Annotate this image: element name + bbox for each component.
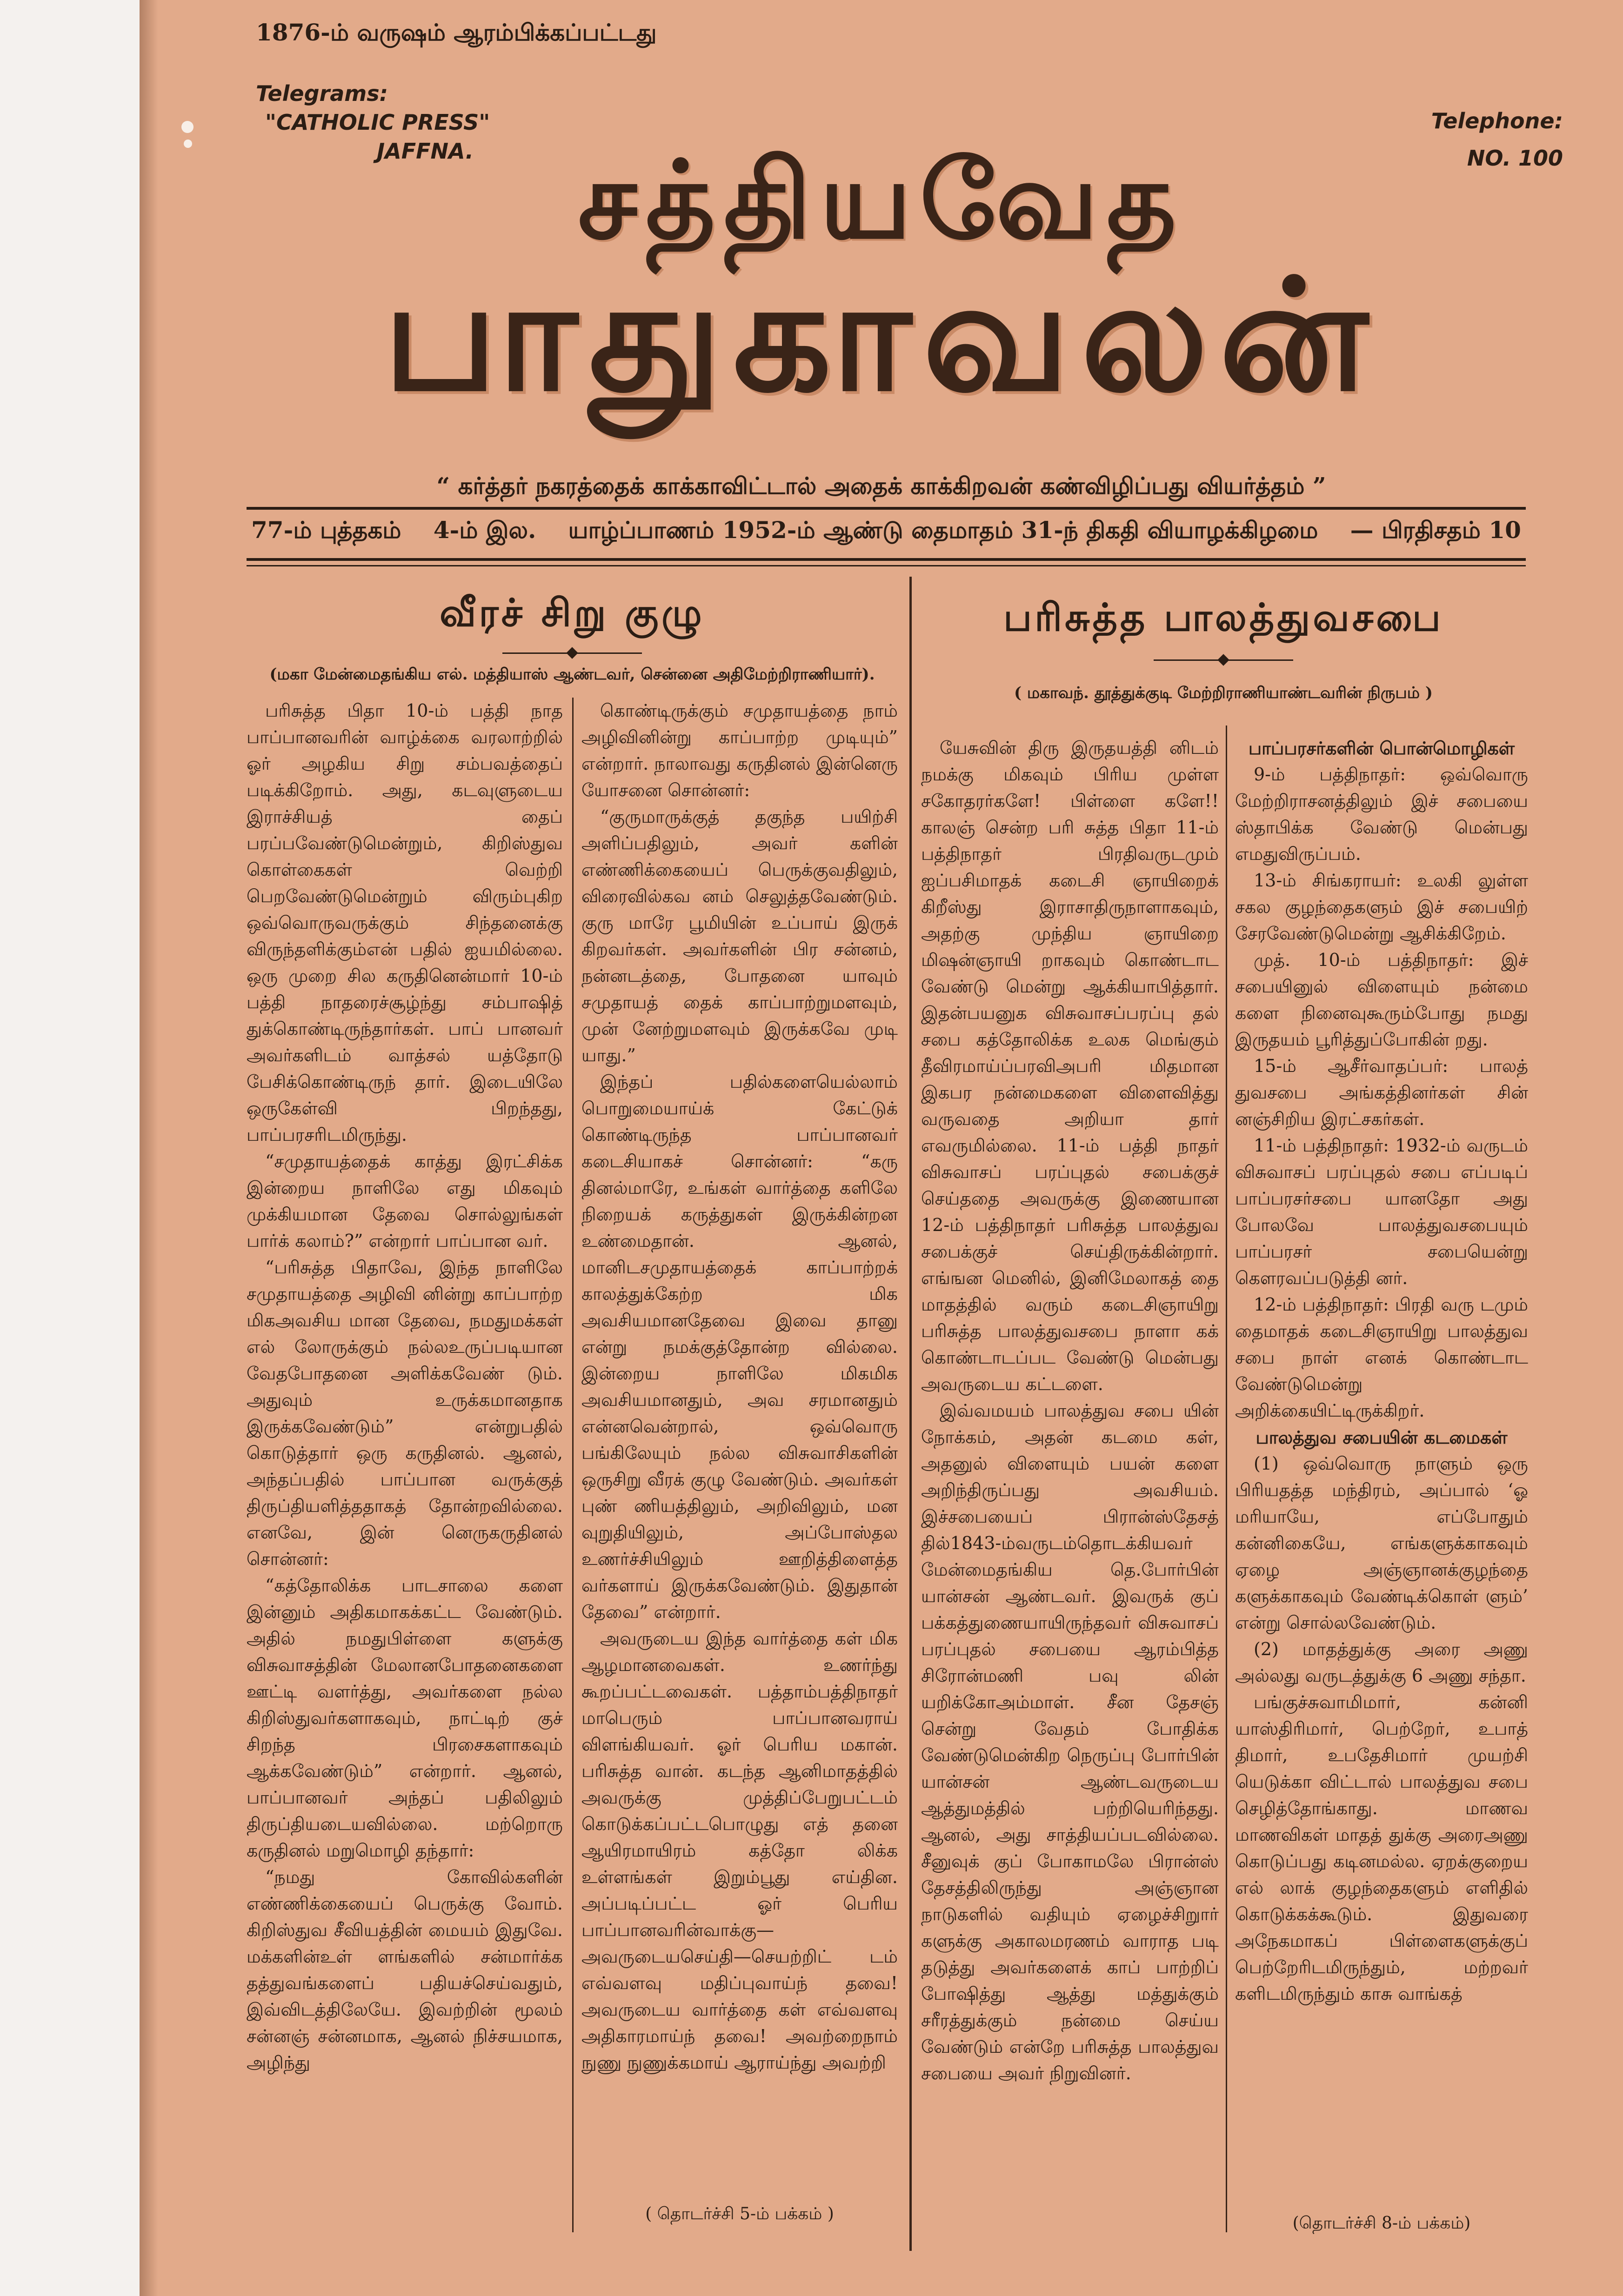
issue-rule-top bbox=[247, 507, 1526, 510]
article1-byline: (மகா மேன்மைதங்கிய எல். மத்தியாஸ் ஆண்டவர், சென்னை அதிமேற்றிராணியார்). bbox=[269, 665, 875, 684]
binding-shadow bbox=[140, 0, 158, 2296]
paragraph: 13-ம் சிங்கராயர்: உலகி லுள்ள சகல குழந்தைகளும் இச் சபையிற் சேரவேண்டுமென்று ஆசிக்கிறேம். bbox=[1235, 870, 1528, 944]
paragraph: “பரிசுத்த பிதாவே, இந்த நாளிலே சமுதாயத்தை அழிவி னின்று காப்பாற்ற மிகஅவசிய மான தேவை, நமதுமக்கள் எல் லோருக்கும் நல்லஉருப்படியான வேதபோதனை அளிக்கவேண் டும். அதுவும் உருக்கமானதாக இருக்கவேண்டும்” என்றுபதில் கொடுத்தார் ஒரு கருதினல். ஆனல், அந்தப்பதில் பாப்பான வருக்குத் திருப்தியளித்ததாகத் தோன்றவில்லை. எனவே, இன் னெருகருதினல் சொன்னர்: bbox=[247, 1257, 563, 1569]
paragraph: 11-ம் பத்திநாதர்: 1932-ம் வருடம் விசுவாசப் பரப்புதல் சபை எப்படிப் பாப்பரசர்சபை யானதோ அது போலவே பாலத்துவசபையும் பாப்பரசர் சபையென்று கௌரவப்படுத்தி னர். bbox=[1235, 1135, 1528, 1288]
masthead-title-line2: பாதுகாவலன் bbox=[383, 245, 1380, 425]
telegrams-name: "CATHOLIC PRESS" bbox=[265, 110, 490, 135]
paragraph: 15-ம் ஆசீர்வாதப்பர்: பாலத் துவசபை அங்கத்தினர்கள் சின் னஞ்சிறிய இரட்சகர்கள். bbox=[1235, 1056, 1528, 1129]
telephone-number: NO. 100 bbox=[1467, 146, 1563, 171]
paragraph: “கத்தோலிக்க பாடசாலை களை இன்னும் அதிகமாகக்கட்ட வேண்டும். அதில் நமதுபிள்ளை களுக்கு விசுவாசத்தின் மேலானபோதனைகளை ஊட்டி வளர்த்து, அவர்களை நல்ல கிறிஸ்துவர்களாகவும், நாட்டிற் குச் சிறந்த பிரசைகளாகவும் ஆக்கவேண்டும்” என்றார். ஆனல், பாப்பானவர் அந்தப் பதிலிலும் திருப்தியடையவில்லை. மற்றொரு கருதினல் மறுமொழி தந்தார்: bbox=[247, 1575, 563, 1861]
article2-headline: பரிசுத்த பாலத்துவசபை bbox=[1003, 595, 1443, 640]
article1-column1 bbox=[247, 698, 563, 2076]
issue-rule-bottom bbox=[247, 558, 1526, 561]
paragraph: “குருமாருக்குத் தகுந்த பயிற்சி அளிப்பதிலும், அவர் களின் எண்ணிக்கையைப் பெருக்குவதிலும், விரைவில்கவ னம் செலுத்தவேண்டும். குரு மாரே பூமியின் உப்பாய் இருக் கிறவர்கள். அவர்களின் பிர சன்னம், நன்னடத்தை, போதனை யாவும் சமுதாயத் தைக் காப்பாற்றுமளவும், முன் னேற்றுமளவும் இருக்கவே முடி யாது.” bbox=[581, 806, 898, 1065]
masthead-title-line1: சத்தியவேத bbox=[578, 137, 1185, 263]
founded-note: 1876-ம் வருஷம் ஆரம்பிக்கப்பட்டது bbox=[256, 19, 657, 46]
issue-number: 4-ம் இல. bbox=[433, 516, 536, 544]
article1-continued: ( தொடர்ச்சி 5-ம் பக்கம் ) bbox=[645, 2204, 834, 2223]
newspaper-page bbox=[140, 0, 1623, 2296]
telephone-label: Telephone: bbox=[1431, 108, 1563, 133]
paragraph: (1) ஒவ்வொரு நாளும் ஒரு பிரியதத்த மந்திரம், அப்பால் ‘ஓ மரியாயே, எப்போதும் கன்னிகையே, எங்களுக்காகவும் ஏழை அஞ்ஞானக்குழந்தை களுக்காகவும் வேண்டிக்கொள் ளும்’ என்று சொல்லவேண்டும். bbox=[1235, 1453, 1528, 1633]
issue-price: — பிரதிசதம் 10 bbox=[1350, 516, 1521, 544]
paragraph: கொண்டிருக்கும் சமுதாயத்தை நாம் அழிவினின்று காப்பாற்ற முடியும்” என்றார். நாலாவது கருதினல் இன்னெரு யோசனை சொன்னர்: bbox=[581, 700, 898, 800]
issue-rule-bottom-thin bbox=[247, 565, 1526, 566]
column-divider bbox=[1226, 725, 1227, 2232]
issue-volume: 77-ம் புத்தகம் bbox=[251, 516, 401, 544]
subheading-duties: பாலத்துவ சபையின் கடமைகள் bbox=[1256, 1427, 1508, 1448]
paragraph: 12-ம் பத்திநாதர்: பிரதி வரு டமும் தைமாதக் கடைசிஞாயிறு பாலத்துவ சபை நாள் எனக் கொண்டாட வேண்டுமென்று அறிக்கையிட்டிருக்கிறர். bbox=[1235, 1294, 1528, 1421]
subheading-papal-sayings: பாப்பரசர்களின் பொன்மொழிகள் bbox=[1248, 738, 1515, 759]
issue-line bbox=[251, 516, 1521, 547]
article2-column4 bbox=[1235, 735, 1528, 2007]
scan-margin bbox=[0, 0, 140, 2296]
telegrams-label: Telegrams: bbox=[256, 81, 388, 106]
article2-flourish bbox=[1154, 656, 1293, 665]
paragraph: யேசுவின் திரு இருதயத்தி னிடம் நமக்கு மிகவும் பிரிய முள்ள சகோதரர்களே! பிள்ளை களே!! காலஞ் சென்ற பரி சுத்த பிதா 11-ம் பத்திநாதர் பிரதிவருடமும் ஐப்பசிமாதக் கடைசி ஞாயிறைக் கிறீஸ்து இராசாதிருநாளாகவும், அதற்கு முந்திய ஞாயிறை மிஷன்ஞாயி றாகவும் கொண்டாட வேண்டு மென்று ஆக்கியாபித்தார். இதன்பயனுக விசுவாசப்பரப்பு தல் சபை கத்தோலிக்க உலக மெங்கும் தீவிரமாய்ப்பரவிஅபரி மிதமான இகபர நன்மைகளை விளைவித்து வருவதை அறியா தார் எவருமில்லை. 11-ம் பத்தி நாதர் விசுவாசப் பரப்புதல் சபைக்குச் செய்ததை அவருக்கு இணையான 12-ம் பத்திநாதர் பரிசுத்த பாலத்துவ சபைக்குச் செய்திருக்கின்றார். எங்ஙன மெனில், இனிமேலாகத் தை மாதத்தில் வரும் கடைசிஞாயிறு பரிசுத்த பாலத்துவசபை நாளா கக் கொண்டாடப்பட வேண்டு மென்பது அவருடைய கட்டளை. bbox=[921, 738, 1219, 1394]
binding-hole bbox=[181, 121, 194, 133]
issue-dateline: யாழ்ப்பாணம் 1952-ம் ஆண்டு தைமாதம் 31-ந் திகதி வியாழக்கிழமை bbox=[568, 516, 1318, 544]
article-divider bbox=[909, 577, 912, 2251]
paragraph: இந்தப் பதில்களையெல்லாம் பொறுமையாய்க் கேட்டுக் கொண்டிருந்த பாப்பானவர் கடைசியாகச் சொன்னர்: “கரு தினல்மாரே, உங்கள் வார்த்தை களிலே நிறையக் கருத்துகள் இருக்கின்றன உண்மைதான். ஆனல், மானிடசமுதாயத்தைக் காப்பாற்றக் காலத்துக்கேற்ற மிக அவசியமானதேவை இவை தானு என்று நமக்குத்தோன்ற வில்லை. இன்றைய நாளிலே மிகமிக அவசியமானதும், அவ சரமானதும் என்னவென்றால், ஒவ்வொரு பங்கிலேயும் நல்ல விசுவாசிகளின் ஒருசிறு வீரக் குழு வேண்டும். அவர்கள் புண் ணியத்திலும், அறிவிலும், மன வுறுதியிலும், அப்போஸ்தல உணர்ச்சியிலும் ஊறித்திளைத்த வர்களாய் இருக்கவேண்டும். இதுதான் தேவை” என்றார். bbox=[581, 1071, 898, 1622]
article1-flourish bbox=[502, 649, 642, 658]
paragraph: முத். 10-ம் பத்திநாதர்: இச் சபையினுல் விளையும் நன்மை களை நினைவுகூரும்போது நமது இருதயம் பூரித்துப்போகின் றது. bbox=[1235, 950, 1528, 1050]
column-divider bbox=[572, 698, 574, 2232]
article2-continued: (தொடர்ச்சி 8-ம் பக்கம்) bbox=[1292, 2214, 1471, 2233]
article2-byline: ( மகாவந். தூத்துக்குடி மேற்றிராணியாண்டவரின் நிருபம் ) bbox=[1014, 684, 1433, 702]
paragraph: “நமது கோவில்களின் எண்ணிக்கையைப் பெருக்கு வோம். கிறிஸ்துவ சீவியத்தின் மையம் இதுவே. மக்களின்உள் ளங்களில் சன்மார்க்க தத்துவங்களைப் பதியச்செய்வதும், இவ்விடத்திலேயே. இவற்றின் மூலம் சன்னஞ் சன்னமாக, ஆனல் நிச்சயமாக, அழிந்து bbox=[247, 1867, 563, 2073]
article2-column3 bbox=[921, 735, 1219, 2087]
article1-headline: வீரச் சிறு குழு bbox=[439, 591, 705, 635]
article1-column2 bbox=[581, 698, 898, 2076]
paragraph: பங்குச்சுவாமிமார், கன்னி யாஸ்திரிமார், பெற்றேர், உபாத் திமார், உபதேசிமார் முயற்சி யெடுக்கா விட்டால் பாலத்துவ சபை செழித்தோங்காது. மாணவ மாணவிகள் மாதத் துக்கு அரைஅணு கொடுப்பது கடினமல்ல. ஏறக்குறைய எல் லாக் குழந்தைகளும் எளிதில் கொடுக்கக்கூடும். இதுவரை அநேகமாகப் பிள்ளைகளுக்குப் பெற்றேரிடமிருந்தும், மற்றவர் களிடமிருந்தும் காசு வாங்கத் bbox=[1235, 1692, 1528, 2004]
paragraph: (2) மாதத்துக்கு அரை அணு அல்லது வருடத்துக்கு 6 அணு சந்தா. bbox=[1235, 1639, 1528, 1686]
masthead-motto: “ கர்த்தர் நகரத்தைக் காக்காவிட்டால் அதைக் காக்கிறவன் கண்விழிப்பது வியர்த்தம் ” bbox=[436, 472, 1326, 499]
paragraph: அவருடைய இந்த வார்த்தை கள் மிக ஆழமானவைகள். உணர்ந்து கூறப்பட்டவைகள். பத்தாம்பத்திநாதர் மாபெரும் பாப்பானவராய் விளங்கியவர். ஓர் பெரிய மகான். பரிசுத்த வான். கடந்த ஆனிமாதத்தில் அவருக்கு முத்திப்பேறுபட்டம் கொடுக்கப்பட்டபொழுது எத் தனை ஆயிரமாயிரம் கத்தோ லிக்க உள்ளங்கள் இறும்பூது எய்தின. அப்படிப்பட்ட ஓர் பெரிய பாப்பானவரின்வாக்கு—அவருடையசெய்தி—செயற்றிட் டம் எவ்வளவு மதிப்புவாய்ந் தவை! அவருடைய வார்த்தை கள் எவ்வளவு அதிகாரமாய்ந் தவை! அவற்றைநாம் நுணு நுணுக்கமாய் ஆராய்ந்து அவற்றி bbox=[581, 1628, 898, 2073]
telegrams-city: JAFFNA. bbox=[377, 139, 474, 164]
paragraph: பரிசுத்த பிதா 10-ம் பத்தி நாத பாப்பானவரின் வாழ்க்கை வரலாற்றில் ஓர் அழகிய சிறு சம்பவத்தைப் படிக்கிறோம். அது, கடவுளுடைய இராச்சியத் தைப் பரப்பவேண்டுமென்றும், கிறிஸ்துவ கொள்கைகள் வெற்றி பெறவேண்டுமென்றும் விரும்புகிற ஒவ்வொருவருக்கும் சிந்தனைக்கு விருந்தளிக்கும்என் பதில் ஐயமில்லை. ஒரு முறை சில கருதினென்மார் 10-ம் பத்தி நாதரைச்சூழ்ந்து சம்பாஷித் துக்கொண்டிருந்தார்கள். பாப் பானவர் அவர்களிடம் வாத்சல் யத்தோடு பேசிக்கொண்டிருந் தார். இடையிலே ஒருகேள்வி பிறந்தது, பாப்பரசரிடமிருந்து. bbox=[247, 700, 563, 1145]
paragraph: “சமுதாயத்தைக் காத்து இரட்சிக்க இன்றைய நாளிலே எது மிகவும் முக்கியமான தேவை சொல்லுங்கள் பார்க் கலாம்?” என்றார் பாப்பான வர். bbox=[247, 1151, 563, 1251]
paragraph: 9-ம் பத்திநாதர்: ஒவ்வொரு மேற்றிராசனத்திலும் இச் சபையை ஸ்தாபிக்க வேண்டு மென்பது எமதுவிருப்பம். bbox=[1235, 764, 1528, 864]
paragraph: இவ்வமயம் பாலத்துவ சபை யின் நோக்கம், அதன் கடமை கள், அதனுல் விளையும் பயன் களை அறிந்திருப்பது அவசியம். இச்சபையைப் பிரான்ஸ்தேசத் தில்1843-ம்வருடம்தொடக்கியவர் மேன்மைதங்கிய தெ.போர்பின் யான்சன் ஆண்டவர். இவருக் குப் பக்கத்துணையாயிருந்தவர் விசுவாசப் பரப்புதல் சபையை ஆரம்பித்த சிரோன்மணி பவு லின் யறிக்கோஅம்மாள். சீன தேசஞ் சென்று வேதம் போதிக்க வேண்டுமென்கிற நெருப்பு போர்பின் யான்சன் ஆண்டவருடைய ஆத்துமத்தில் பற்றியெரிந்தது. ஆனல், அது சாத்தியப்படவில்லை. சீனுவுக் குப் போகாமலே பிரான்ஸ் தேசத்திலிருந்து அஞ்ஞான நாடுகளில் வதியும் ஏழைச்சிறுார் களுக்கு அகாலமரணம் வாராத படி தடுத்து அவர்களைக் காப் பாற்றிப் போஷித்து ஆத்து மத்துக்கும் சரீரத்துக்கும் நன்மை செய்ய வேண்டும் என்றே பரிசுத்த பாலத்துவ சபையை அவர் நிறுவினர். bbox=[921, 1400, 1219, 2083]
